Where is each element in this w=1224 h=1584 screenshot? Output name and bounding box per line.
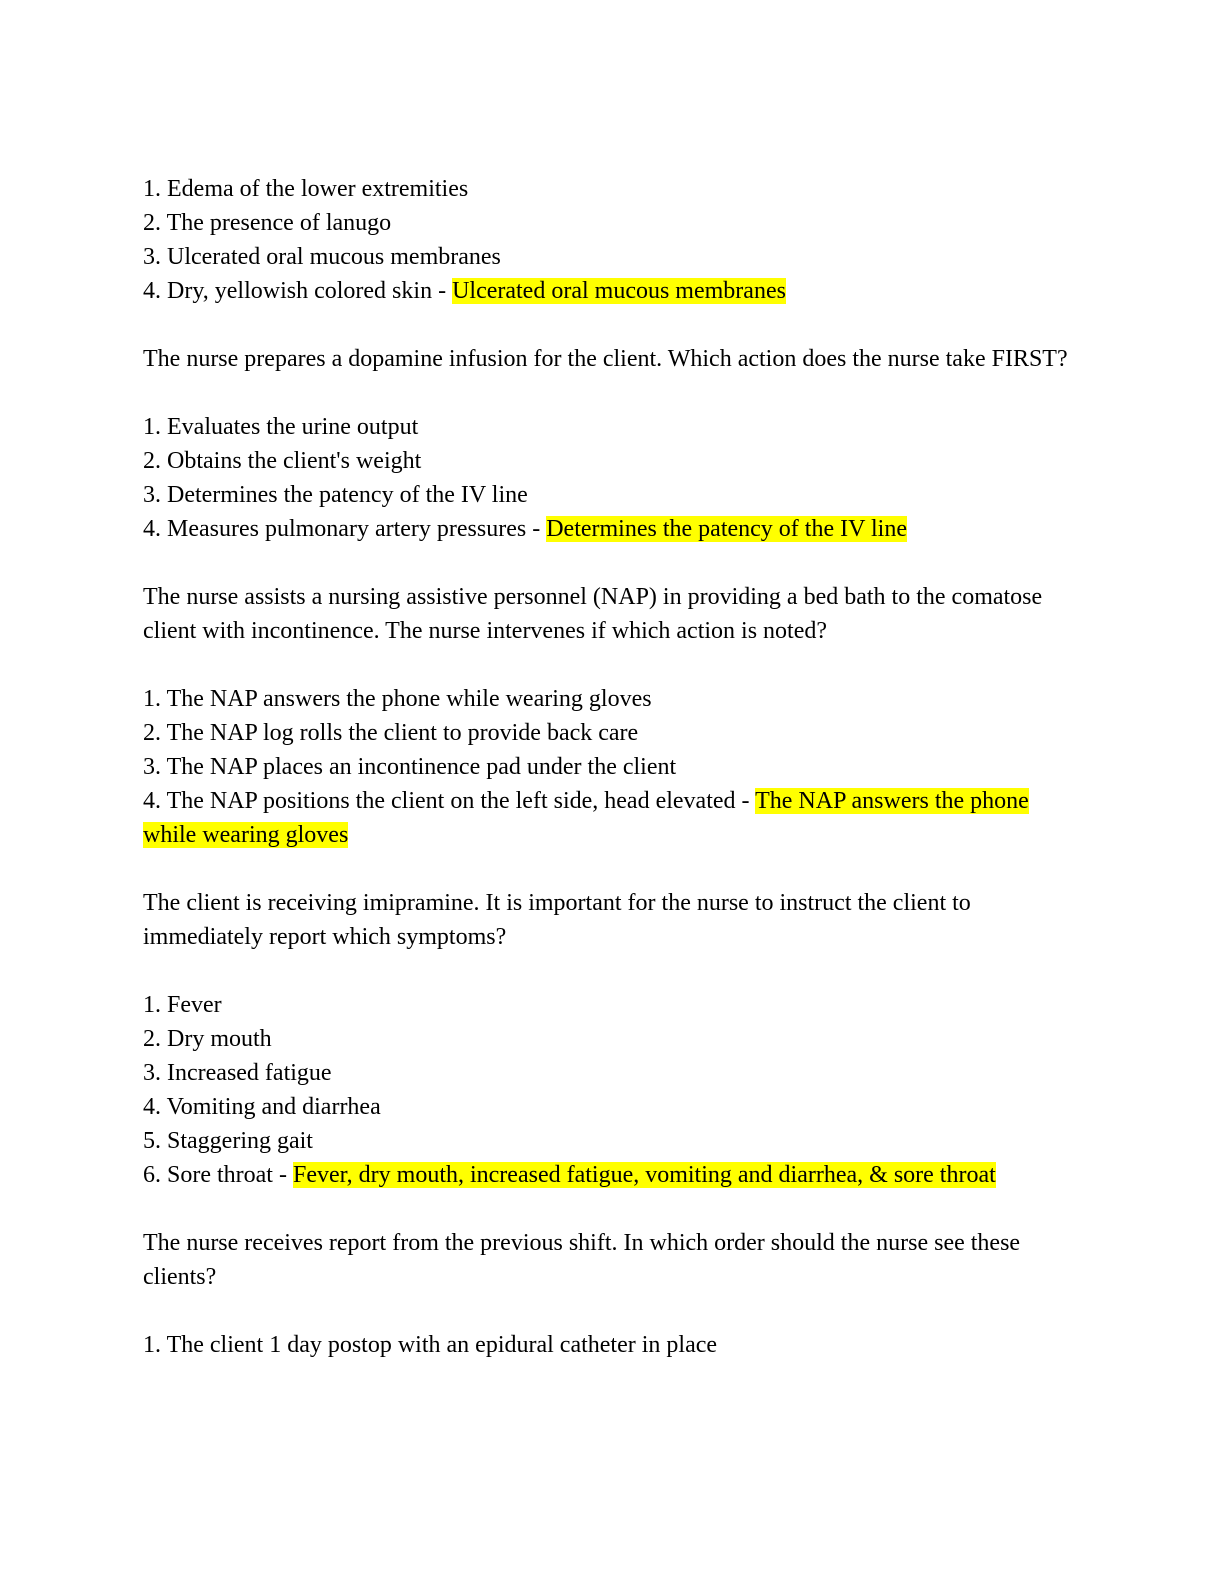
document-page [143, 172, 1083, 1396]
option-3: 3. The NAP places an incontinence pad under the client [143, 754, 677, 780]
option-6-text: 6. Sore throat - [143, 1162, 293, 1188]
option-3: 3. Determines the patency of the IV line [143, 482, 528, 508]
option-1: 1. Edema of the lower extremities [143, 176, 469, 202]
option-2: 2. Obtains the client's weight [143, 448, 422, 474]
question-4-stem [143, 886, 1083, 954]
option-3: 3. Increased fatigue [143, 1060, 332, 1086]
answer-highlight: The NAP answers the phone while wearing gloves [143, 788, 1029, 848]
option-4-text: 4. Dry, yellowish colored skin - [143, 278, 453, 304]
option-2: 2. The presence of lanugo [143, 210, 392, 236]
option-1: 1. Fever [143, 992, 222, 1018]
option-4-text: 4. The NAP positions the client on the left side, head elevated - [143, 788, 756, 814]
question-text: The client is receiving imipramine. It is important for the nurse to instruct the client to immediately report which symptoms? [143, 890, 971, 950]
option-1: 1. The client 1 day postop with an epidural catheter in place [143, 1332, 718, 1358]
question-5-stem [143, 1226, 1083, 1294]
question-text: The nurse receives report from the previous shift. In which order should the nurse see these clients? [143, 1230, 1021, 1290]
option-5: 5. Staggering gait [143, 1128, 313, 1154]
question-2-stem [143, 342, 1083, 376]
question-5-options [143, 1328, 1083, 1362]
option-1: 1. The NAP answers the phone while wearing gloves [143, 686, 652, 712]
option-4: 4. Vomiting and diarrhea [143, 1094, 381, 1120]
option-4 [143, 512, 1083, 546]
answer-highlight: Determines the patency of the IV line [546, 516, 907, 542]
question-2-options [143, 410, 1083, 546]
option-4 [143, 784, 1083, 852]
option-4-text: 4. Measures pulmonary artery pressures - [143, 516, 547, 542]
option-3: 3. Ulcerated oral mucous membranes [143, 244, 501, 270]
answer-highlight: Ulcerated oral mucous membranes [452, 278, 786, 304]
question-text: The nurse prepares a dopamine infusion for the client. Which action does the nurse take FIRST? [143, 346, 1068, 372]
question-text: The nurse assists a nursing assistive personnel (NAP) in providing a bed bath to the comatose client with incontinence. The nurse intervenes if which action is noted? [143, 584, 1043, 644]
answer-highlight: Fever, dry mouth, increased fatigue, vomiting and diarrhea, & sore throat [292, 1162, 996, 1188]
option-4 [143, 274, 1083, 308]
question-3-stem [143, 580, 1083, 648]
option-1: 1. Evaluates the urine output [143, 414, 419, 440]
question-1-options [143, 172, 1083, 308]
question-3-options [143, 682, 1083, 852]
option-6 [143, 1158, 1083, 1192]
option-2: 2. Dry mouth [143, 1026, 272, 1052]
option-2: 2. The NAP log rolls the client to provide back care [143, 720, 639, 746]
question-4-options [143, 988, 1083, 1192]
